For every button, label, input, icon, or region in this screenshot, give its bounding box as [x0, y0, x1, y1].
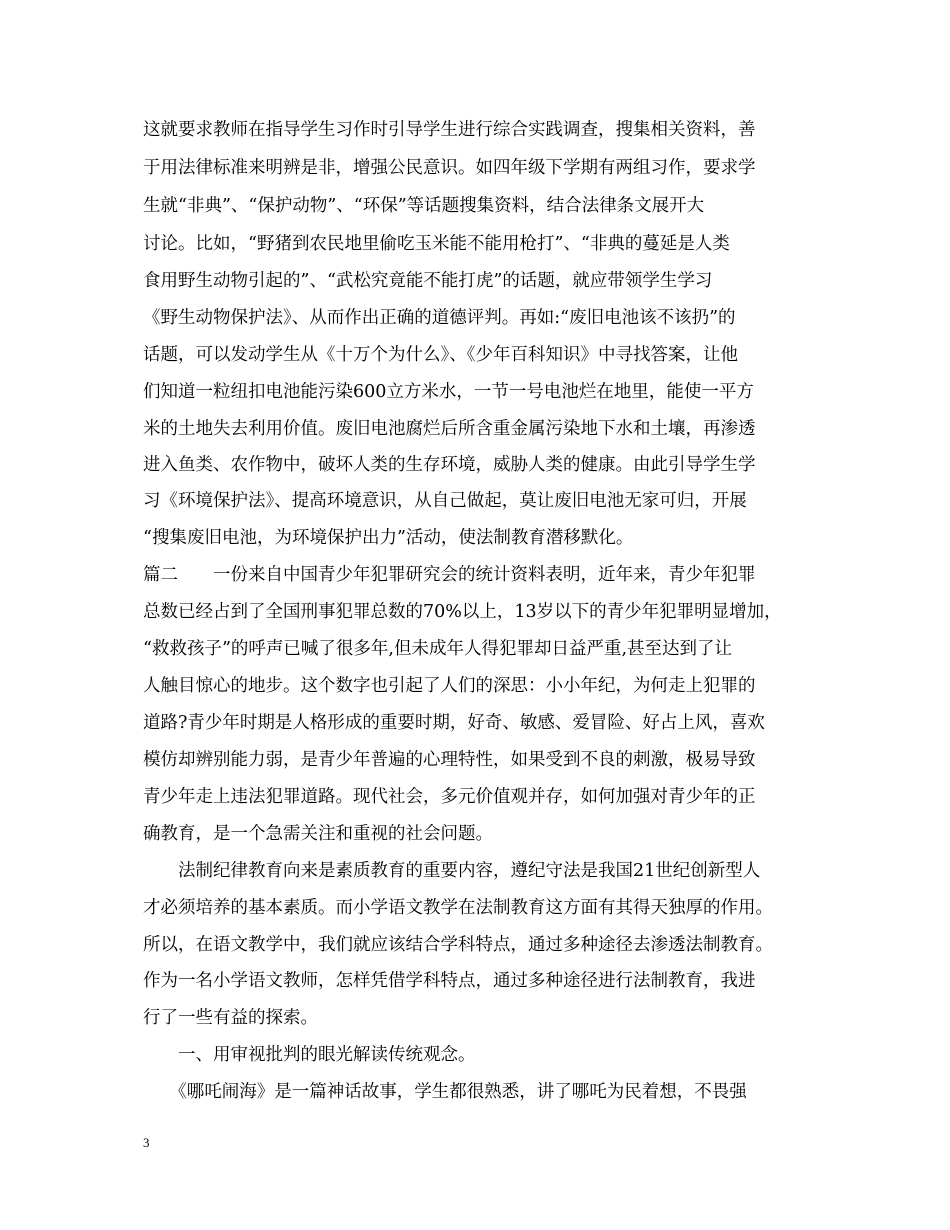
text-line: “搜集废旧电池，为环境保护出力”活动，使法制教育潜移默化。 — [143, 528, 634, 548]
text-line: 这就要求教师在指导学生习作时引导学生进行综合实践调查，搜集相关资料，善 — [143, 120, 756, 140]
text-line: 进入鱼类、农作物中，破坏人类的生存环境，威胁人类的健康。由此引导学生学 — [143, 455, 756, 475]
text-line: 们知道一粒纽扣电池能污染600立方米水，一节一号电池烂在地里，能使一平方 — [143, 382, 754, 402]
text-line: “救救孩子”的呼声已喊了很多年,但未成年人得犯罪却日益严重,甚至达到了让 — [143, 639, 733, 659]
page-number: 3 — [143, 1135, 150, 1150]
text-line: 食用野生动物引起的”、“武松究竟能不能打虎”的话题，就应带领学生学习 — [143, 271, 713, 291]
text-line: 确教育，是一个急需关注和重视的社会问题。 — [143, 824, 493, 844]
text-line: 总数已经占到了全国刑事犯罪总数的70%以上，13岁以下的青少年犯罪明显增加， — [143, 602, 782, 622]
text-line: 模仿却辨别能力弱，是青少年普遍的心理特性，如果受到不良的刺激，极易导致 — [143, 750, 756, 770]
text-line: 所以，在语文教学中，我们就应该结合学科特点，通过多种途径去渗透法制教育。 — [143, 935, 773, 955]
text-line: 《哪吒闹海》是一篇神话故事，学生都很熟悉，讲了哪吒为民着想，不畏强 — [143, 1082, 747, 1102]
text-line: 道路?青少年时期是人格形成的重要时期，好奇、敏感、爱冒险、好占上风，喜欢 — [143, 713, 765, 733]
text-line: 行了一些有益的探索。 — [143, 1008, 318, 1028]
text-line: 习《环境保护法》、提高环境意识，从自己做起，莫让废旧电池无家可归，开展 — [143, 491, 747, 511]
text-line: 于用法律标准来明辨是非，增强公民意识。如四年级下学期有两组习作，要求学 — [143, 158, 756, 178]
subheading-line: 一、用审视批判的眼光解读传统观念。 — [143, 1045, 476, 1065]
text-line: 人触目惊心的地步。这个数字也引起了人们的深思：小小年纪，为何走上犯罪的 — [143, 676, 756, 696]
text-line: 米的土地失去利用价值。废旧电池腐烂后所含重金属污染地下水和土壤，再渗透 — [143, 419, 756, 439]
text-line: 作为一名小学语文教师，怎样凭借学科特点，通过多种途径进行法制教育，我进 — [143, 971, 756, 991]
section-heading-line: 篇二 一份来自中国青少年犯罪研究会的统计资料表明，近年来，青少年犯罪 — [143, 565, 756, 585]
text-line: 讨论。比如，“野猪到农民地里偷吃玉米能不能用枪打”、“非典的蔓延是人类 — [143, 234, 730, 254]
text-line: 才必须培养的基本素质。而小学语文教学在法制教育这方面有其得天独厚的作用。 — [143, 898, 773, 918]
text-line: 生就“非典”、“保护动物”、“环保”等话题搜集资料，结合法律条文展开大 — [143, 196, 705, 216]
text-line: 话题，可以发动学生从《十万个为什么》、《少年百科知识》中寻找答案，让他 — [143, 345, 738, 365]
text-line: 《野生动物保护法》、从而作出正确的道德评判。再如:“废旧电池该不该扔”的 — [143, 308, 736, 328]
text-line: 法制纪律教育向来是素质教育的重要内容，遵纪守法是我国21世纪创新型人 — [143, 861, 761, 881]
text-line: 青少年走上违法犯罪道路。现代社会，多元价值观并存，如何加强对青少年的正 — [143, 787, 756, 807]
